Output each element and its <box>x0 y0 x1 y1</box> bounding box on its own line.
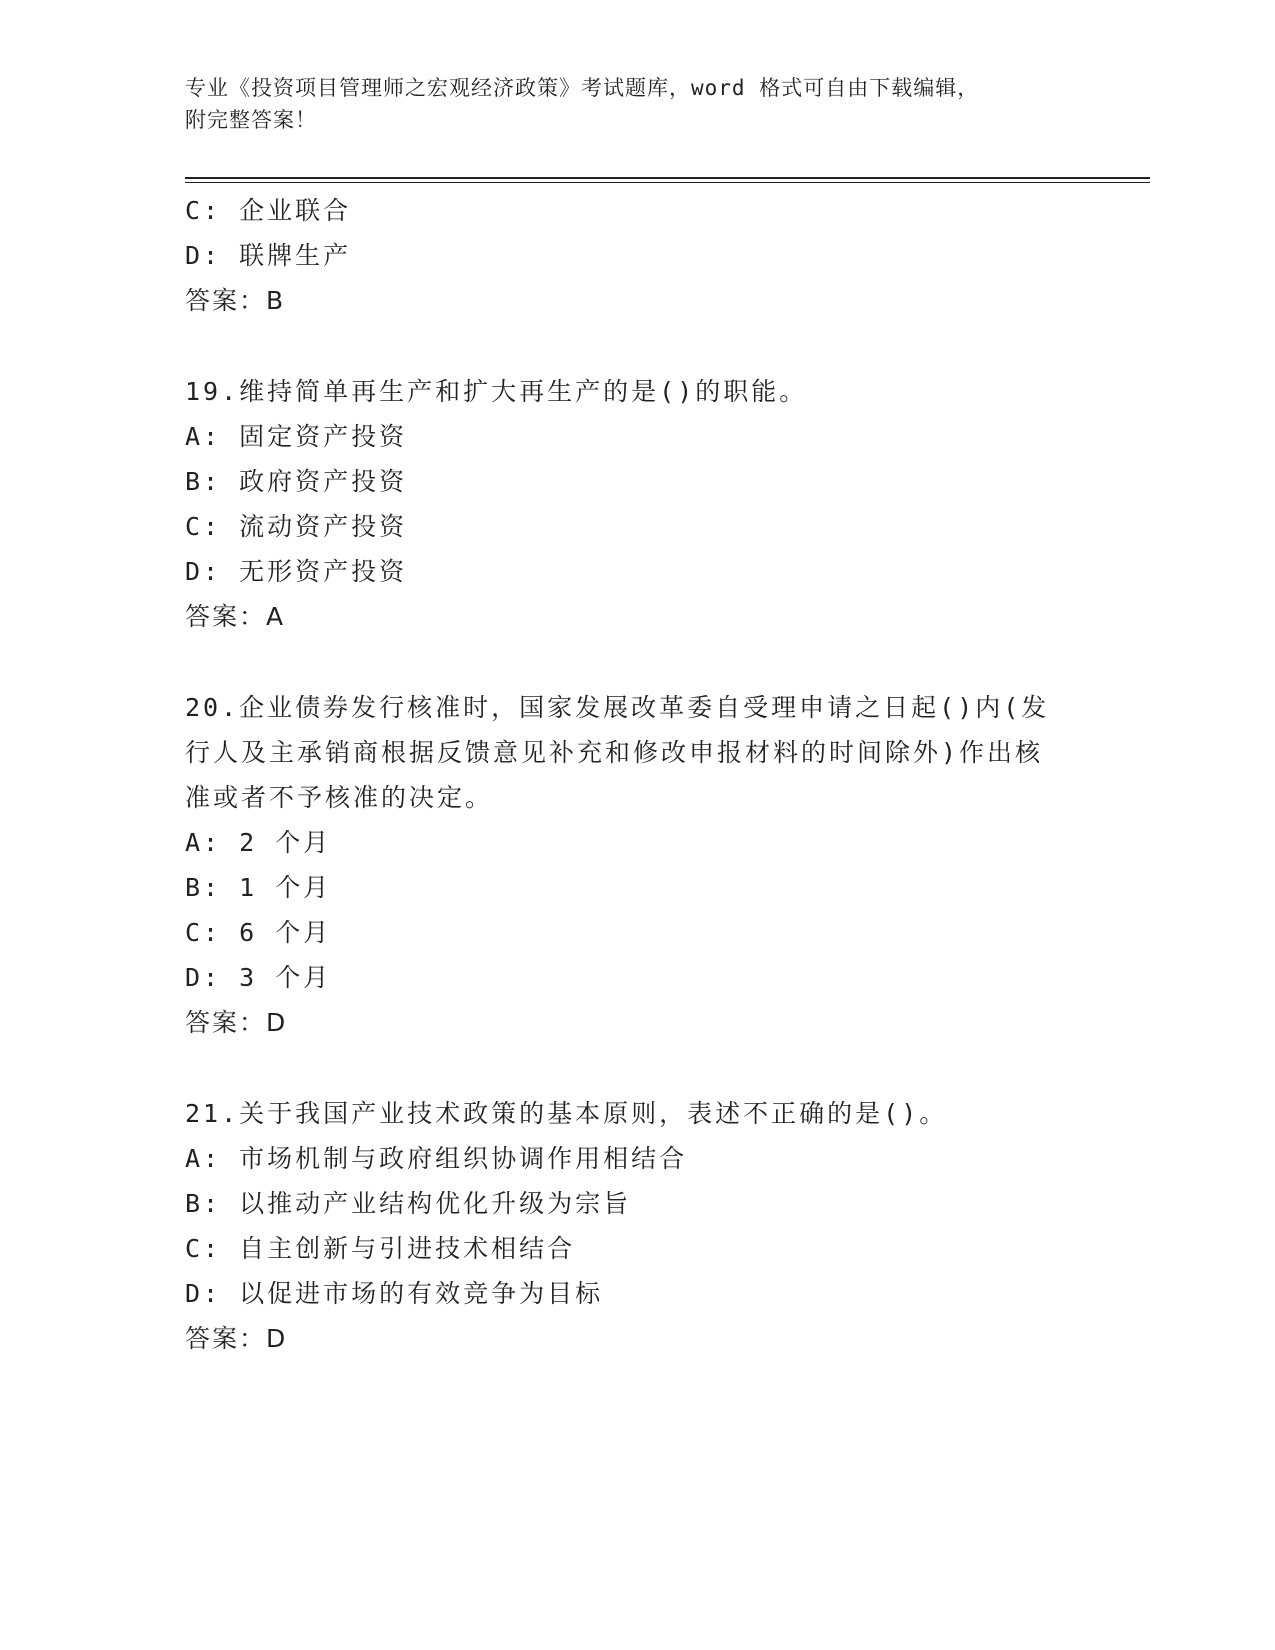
question-block-21 <box>185 1091 1085 1362</box>
question-text-line-3: 准或者不予核准的决定。 <box>185 783 494 812</box>
option-d: D: 3 个月 <box>185 963 332 992</box>
question-text-line-1: 20.企业债券发行核准时，国家发展改革委自受理申请之日起()内(发 <box>185 693 1050 722</box>
document-header <box>185 72 1065 136</box>
option-d: D: 联牌生产 <box>185 241 352 270</box>
header-divider-thick <box>185 177 1150 179</box>
option-c: C: 企业联合 <box>185 196 352 225</box>
question-text: 19.维持简单再生产和扩大再生产的是()的职能。 <box>185 377 808 406</box>
option-a: A: 市场机制与政府组织协调作用相结合 <box>185 1144 688 1173</box>
option-a: A: 2 个月 <box>185 828 332 857</box>
option-a: A: 固定资产投资 <box>185 422 408 451</box>
question-block-20 <box>185 685 1085 1046</box>
header-divider-thin <box>185 182 1150 183</box>
option-d: D: 以促进市场的有效竞争为目标 <box>185 1279 604 1308</box>
answer-line: 答案：D <box>185 1324 288 1353</box>
question-list <box>185 188 1085 1362</box>
option-c: C: 6 个月 <box>185 918 332 947</box>
option-c: C: 自主创新与引进技术相结合 <box>185 1234 576 1263</box>
question-block-19 <box>185 369 1085 640</box>
answer-line: 答案：D <box>185 1008 288 1037</box>
option-b: B: 1 个月 <box>185 873 332 902</box>
option-b: B: 以推动产业结构优化升级为宗旨 <box>185 1189 632 1218</box>
option-d: D: 无形资产投资 <box>185 557 408 586</box>
option-c: C: 流动资产投资 <box>185 512 408 541</box>
question-text-line-2: 行人及主承销商根据反馈意见补充和修改申报材料的时间除外)作出核 <box>185 738 1044 767</box>
header-line-2: 附完整答案！ <box>185 108 317 132</box>
answer-line: 答案：B <box>185 286 286 315</box>
question-text: 21.关于我国产业技术政策的基本原则，表述不正确的是()。 <box>185 1099 948 1128</box>
header-line-1: 专业《投资项目管理师之宏观经济政策》考试题库，word 格式可自由下载编辑， <box>185 76 980 100</box>
answer-line: 答案：A <box>185 602 286 631</box>
option-b: B: 政府资产投资 <box>185 467 408 496</box>
question-block-18-tail <box>185 188 1085 324</box>
